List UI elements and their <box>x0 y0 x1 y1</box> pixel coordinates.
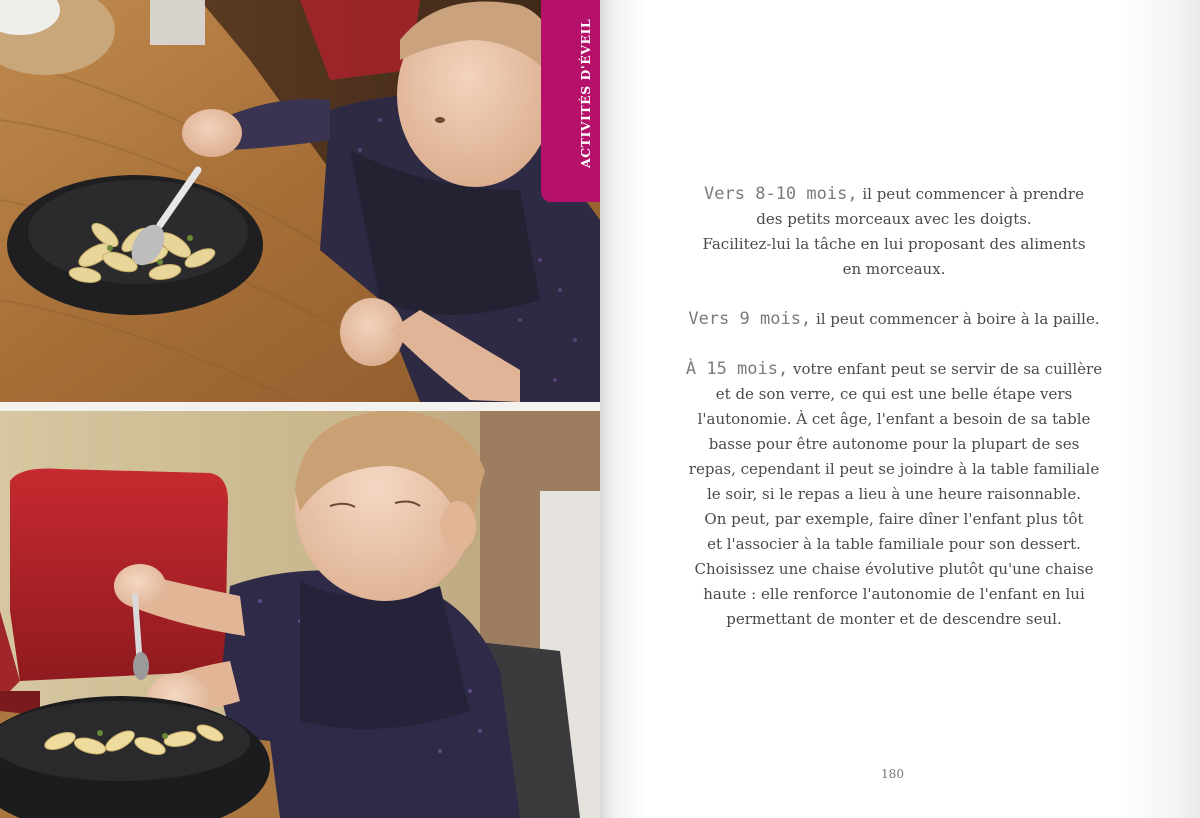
photo-divider <box>0 402 600 411</box>
paragraph-8-10-months <box>680 182 1108 282</box>
photo-top <box>0 0 600 402</box>
section-tab-label: ACTIVITÉS D'ÉVEIL <box>577 18 593 168</box>
paragraph-9-months <box>680 307 1108 332</box>
text-line: le soir, si le repas a lieu à une heure raisonnable. <box>706 485 1082 503</box>
text-line: votre enfant peut se servir de sa cuillère <box>788 360 1103 378</box>
page-number: 180 <box>881 767 904 781</box>
text-line: permettant de monter et de descendre seul. <box>726 610 1062 628</box>
text-line: Facilitez-lui la tâche en lui proposant des aliments <box>702 235 1086 253</box>
text-line: des petits morceaux avec les doigts. <box>756 210 1032 228</box>
photo-bottom <box>0 411 600 818</box>
photo-top-illustration <box>0 0 600 402</box>
paragraph-lead: À 15 mois, <box>685 359 789 379</box>
text-line: On peut, par exemple, faire dîner l'enfant plus tôt <box>704 510 1084 528</box>
paragraph-15-months <box>680 357 1108 632</box>
text-line: il peut commencer à boire à la paille. <box>811 310 1100 328</box>
text-line: l'autonomie. À cet âge, l'enfant a besoin de sa table <box>697 410 1091 428</box>
paragraph-lead: Vers 8-10 mois, <box>704 184 858 204</box>
section-tab <box>541 0 600 202</box>
text-line: Choisissez une chaise évolutive plutôt qu'une chaise <box>694 560 1094 578</box>
text-line: et de son verre, ce qui est une belle étape vers <box>715 385 1073 403</box>
body-text <box>680 182 1108 657</box>
text-line: haute : elle renforce l'autonomie de l'enfant en lui <box>703 585 1085 603</box>
right-page <box>600 0 1200 818</box>
paragraph-lead: Vers 9 mois, <box>688 309 812 329</box>
text-line: il peut commencer à prendre <box>857 185 1084 203</box>
text-line: basse pour être autonome pour la plupart de ses <box>708 435 1080 453</box>
text-line: et l'associer à la table familiale pour son dessert. <box>707 535 1081 553</box>
text-line: en morceaux. <box>842 260 946 278</box>
text-line: repas, cependant il peut se joindre à la table familiale <box>688 460 1100 478</box>
photo-bottom-illustration <box>0 411 600 818</box>
